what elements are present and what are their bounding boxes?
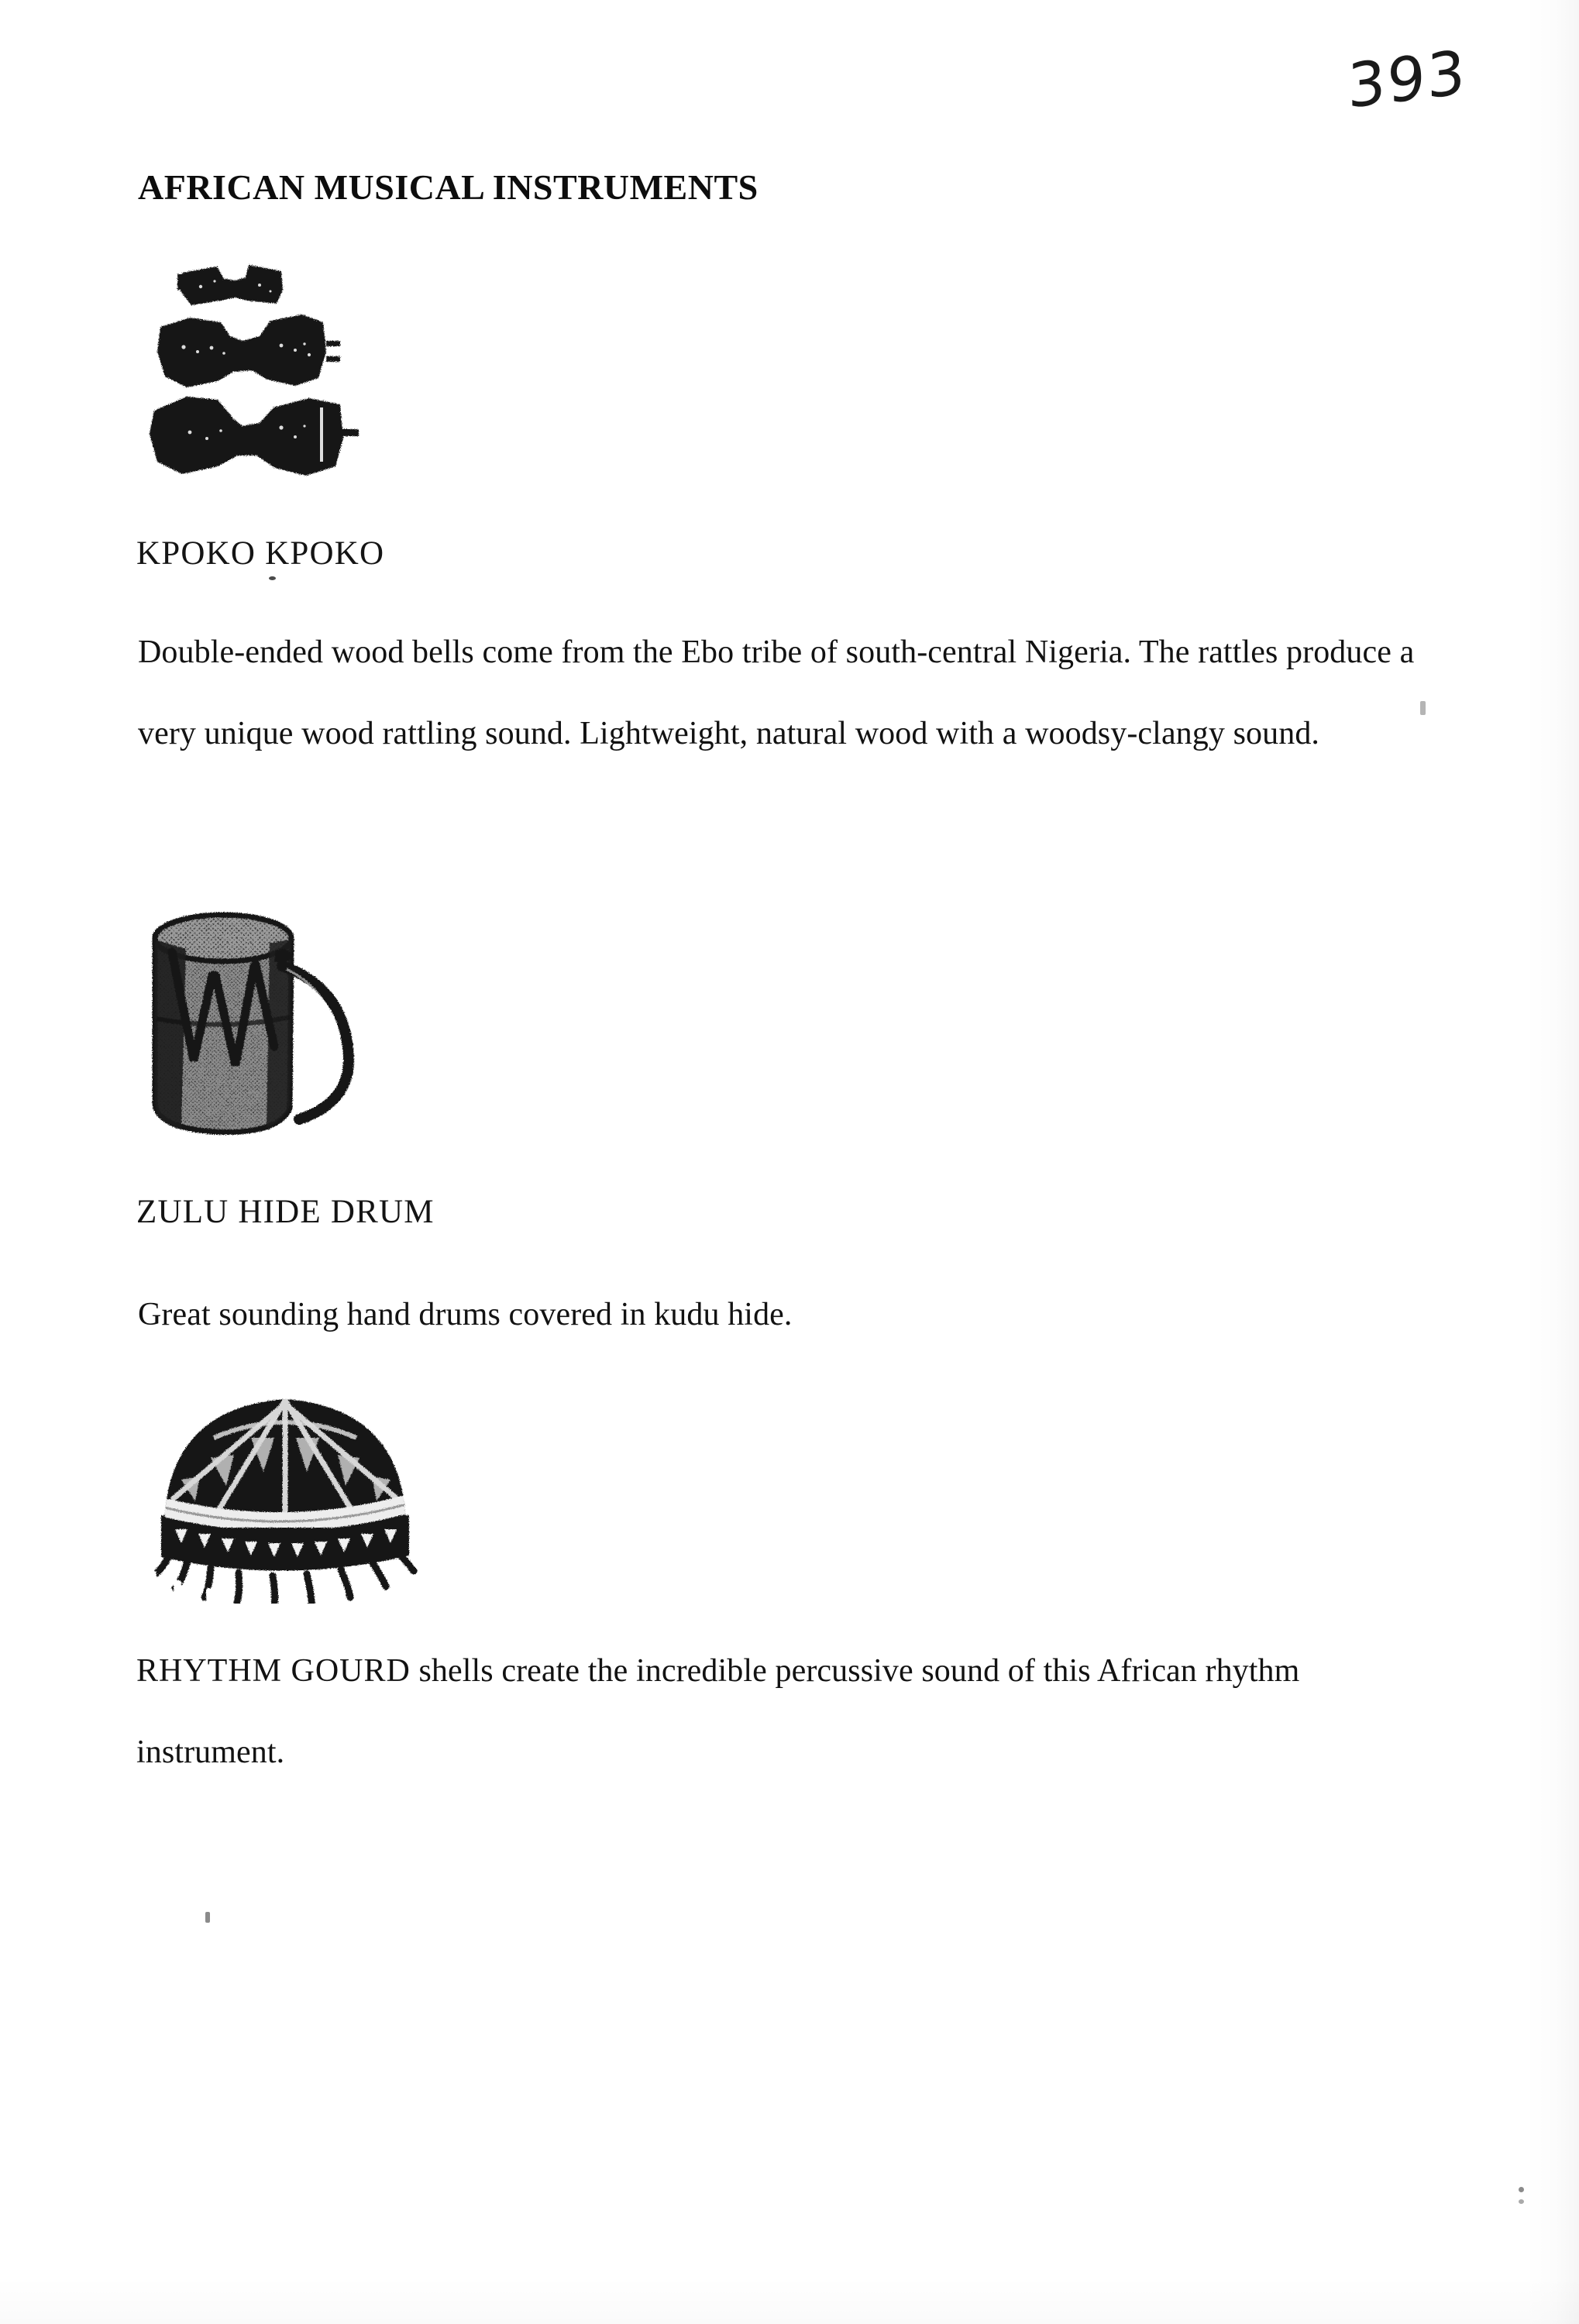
scan-speck-artifact	[205, 1912, 210, 1923]
double-ended-wood-bells-illustration	[143, 256, 376, 488]
zulu-hide-drum-illustration	[138, 895, 363, 1150]
instrument-description-rhythm-gourd	[136, 1631, 1453, 1793]
instrument-name-zulu-hide-drum: ZULU HIDE DRUM	[136, 1194, 435, 1230]
instrument-name-kpoko-kpoko: KPOKO KPOKO	[136, 535, 385, 572]
handwritten-page-number: 393	[1347, 37, 1467, 123]
instrument-description-zulu-hide-drum: Great sounding hand drums covered in kudu hide.	[138, 1297, 793, 1332]
rhythm-gourd-description-rest: shells create the incredible percussive sound of this African rhythm instrument.	[136, 1653, 1300, 1770]
rhythm-gourd-illustration	[130, 1363, 440, 1604]
scan-edge-shading-right	[1525, 0, 1579, 2324]
scan-edge-shading-bottom	[0, 2278, 1579, 2324]
scan-speck-artifact	[1519, 2187, 1524, 2192]
instrument-description-kpoko-kpoko: Double-ended wood bells come from the Ebo tribe of south-central Nigeria. The rattles produce a very unique wood rattling sound. Lightweight, natural wood with a woodsy-clangy sound.	[138, 634, 1415, 751]
scan-speck-artifact	[269, 576, 276, 580]
page-title: AFRICAN MUSICAL INSTRUMENTS	[138, 167, 759, 207]
rhythm-gourd-lead-label: RHYTHM GOURD	[136, 1653, 411, 1689]
scan-speck-artifact	[1519, 2199, 1524, 2204]
scan-speck-artifact	[1420, 701, 1426, 715]
